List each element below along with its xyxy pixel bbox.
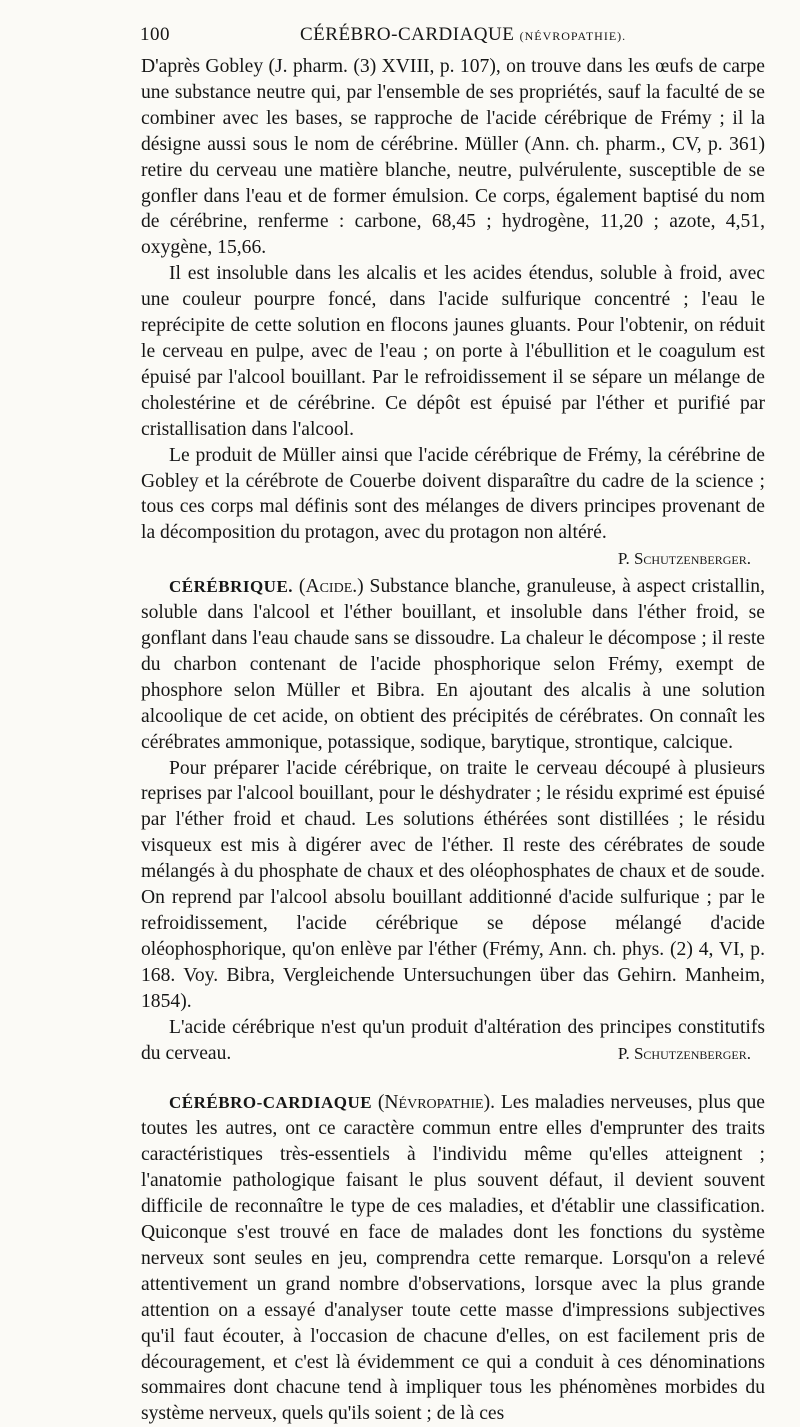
running-title-paren: (NÉVROPATHIE).	[519, 29, 627, 43]
cerebrique-heading-paren: (Acide.)	[298, 576, 364, 598]
intro-signature: P. Schutzenberger.	[617, 549, 751, 569]
cerebrique-paragraph-3	[141, 1015, 765, 1067]
intro-paragraph-3	[141, 443, 765, 569]
cerebrique-paragraph-1	[141, 574, 765, 755]
page-body	[141, 54, 765, 1427]
running-title-main: CÉRÉBRO-CARDIAQUE	[300, 24, 515, 45]
intro-paragraph-3-text: Le produit de Müller ainsi que l'acide cérébrique de Frémy, la cérébrine de Gobley et la cérébrote de Couerbe doivent disparaître du cadre de la science ; tous ces corps mal définis sont des mélanges de divers principes provenant de la décomposition du protagon, avec du protagon non altéré.	[141, 444, 765, 544]
intro-paragraph-2: Il est insoluble dans les alcalis et les acides étendus, soluble à froid, avec une couleur pourpre foncé, dans l'acide sulfurique concentré ; l'eau le reprécipite de cette solution en flocons jaunes gluants. Pour l'obtenir, on réduit le cerveau en pulpe, avec de l'eau ; on porte à l'ébullition et le coagulum est épuisé par l'alcool bouillant. Par le refroidissement il se sépare un mélange de cholestérine et de cérébrine. Ce dépôt est épuisé par l'éther et purifié par cristallisation dans l'alcool.	[141, 263, 765, 440]
page-number: 100	[140, 24, 170, 45]
cardiaque-paragraph-1-text: Les maladies nerveuses, plus que toutes les autres, ont ce caractère commun entre elles d'emprunter des traits caractéristiques très-essentiels à l'individu même qu'elles atteignent ; l'anatomie pathologique faisant le plus souvent défaut, il devient souvent difficile de reconnaître le type de ces maladies, et d'établir une classification. Quiconque s'est trouvé en face de malades dont les fonctions du système nerveux sont seules en jeu, comprendra cette remarque. Lorsqu'on a relevé attentivement un grand nombre d'observations, lorsque avec la plus grande attention on a essayé d'analyser toute cette masse d'impressions subjectives qu'il faut écouter, à l'occasion de chacune d'elles, on est facilement pris de découragement, et c'est là évidemment ce qui a conduit à ces dénominations sommaires dont chacune tend à impliquer tous les phénomènes morbides du système nerveux, quels qu'ils soient ; de là ces	[141, 1092, 766, 1425]
cerebrique-signature: P. Schutzenberger.	[617, 1043, 751, 1063]
cardiaque-heading: CÉRÉBRO-CARDIAQUE	[169, 1093, 373, 1113]
intro-paragraph-1: D'après Gobley (J. pharm. (3) XVIII, p. 107), on trouve dans les œufs de carpe une substance neutre qui, par l'ensemble de ses propriétés, sauf la faculté de se combiner avec les bases, se rapproche de l'acide cérébrique de Frémy ; il la désigne aussi sous le nom de cérébrine. Müller (Ann. ch. pharm., CV, p. 361) retire du cerveau une matière blanche, neutre, pulvérulente, susceptible de se gonfler dans l'eau et de former émulsion. Ce corps, également baptisé du nom de cérébrine, renferme : carbone, 68,45 ; hydrogène, 11,20 ; azote, 4,51, oxygène, 15,66.	[141, 56, 765, 259]
running-title	[300, 24, 626, 46]
cardiaque-heading-paren: (Névropathie).	[377, 1092, 496, 1114]
cerebrique-paragraph-3-text: L'acide cérébrique n'est qu'un produit d'altération des principes constitutifs du cerveau.	[141, 1016, 765, 1064]
page-header	[140, 20, 760, 50]
cerebrique-paragraph-2: Pour préparer l'acide cérébrique, on traite le cerveau découpé à plusieurs reprises par l'alcool bouillant, pour le déshydrater ; le résidu exprimé est épuisé par l'éther froid et chaud. Les solutions éthérées sont distillées ; le résidu visqueux est mis à digérer avec de l'éther. Il reste des cérébrates de soude mélangés à du phosphate de chaux et des oléophosphates de chaux et de soude. On reprend par l'alcool absolu bouillant additionné d'acide sulfurique ; par le refroidissement, l'acide cérébrique se dépose mélangé d'acide oléophosphorique, qu'on enlève par l'éther (Frémy, Ann. ch. phys. (2) 4, VI, p. 168. Voy. Bibra, Vergleichende Untersuchungen über das Gehirn. Manheim, 1854).	[141, 757, 765, 1012]
cerebrique-paragraph-1-text: Substance blanche, granuleuse, à aspect cristallin, soluble dans l'alcool et l'éther bouillant, et insoluble dans l'éther froid, se gonflant dans l'eau chaude sans se dissoudre. La chaleur le décompose ; il reste du charbon contenant de l'acide phosphorique selon Frémy, exempt de phosphore selon Müller et Bibra. En ajoutant des alcalis à une solution alcoolique de cet acide, on obtient des précipités de cérébrates. On connaît les cérébrates ammonique, potassique, sodique, barytique, strontique, calcique.	[141, 576, 765, 753]
section-gap	[141, 1066, 765, 1090]
cardiaque-paragraph-1	[141, 1090, 765, 1427]
cerebrique-heading: CÉRÉBRIQUE.	[169, 577, 294, 597]
